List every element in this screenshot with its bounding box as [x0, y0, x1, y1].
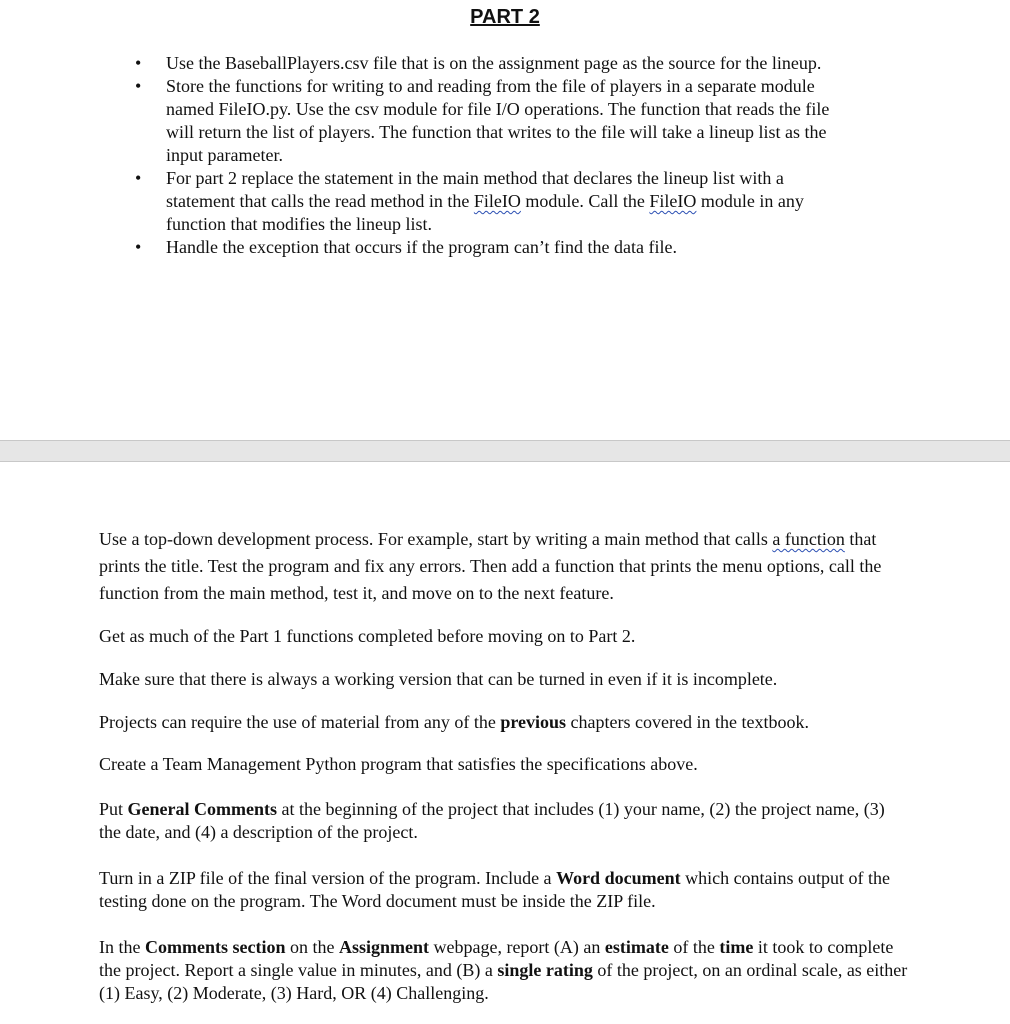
paragraph-create-program: Create a Team Management Python program that satisfies the specifications above.	[99, 754, 698, 774]
bullet-text: Use the BaseballPlayers.csv file that is on the assignment page as the source for the lineup.	[166, 53, 822, 73]
page-heading	[0, 6, 1010, 29]
requirements-list	[130, 52, 850, 259]
paragraph-text: it took to complete the project. Report a single value in minutes, and (B) a	[99, 937, 894, 980]
paragraph-text: of the	[668, 937, 720, 957]
paragraph-material	[99, 709, 909, 736]
paragraph-text: Turn in a ZIP file of the final version of the program. Include a	[99, 868, 557, 888]
page-break-divider	[0, 440, 1010, 462]
document-page-1	[130, 52, 850, 259]
bullet-icon: •	[135, 76, 142, 96]
paragraph-text: that prints the title. Test the program and fix any errors. Then add a function that prints the menu options, call the function from the main method, test it, and move on to the next feature.	[99, 529, 882, 603]
paragraph-text: In the	[99, 937, 145, 957]
bold-text: single rating	[497, 960, 593, 980]
paragraph-text: of the project, on an ordinal scale, as either (1) Easy, (2) Moderate, (3) Hard, OR (4) Challenging.	[99, 960, 908, 1003]
bold-text: estimate	[604, 937, 669, 957]
bullet-icon: •	[135, 237, 142, 257]
bold-text: time	[719, 937, 754, 957]
bullet-icon: •	[135, 53, 142, 73]
bullet-text: For part 2 replace the statement in the main method that declares the lineup list with a statement that calls the read method in the	[166, 168, 784, 211]
paragraph-text: webpage, report (A) an	[428, 937, 605, 957]
bold-text: previous	[500, 712, 567, 732]
paragraph-general-comments	[99, 798, 909, 844]
bullet-text: Handle the exception that occurs if the program can’t find the data file.	[166, 237, 677, 257]
spellcheck-flagged-word[interactable]: FileIO	[473, 191, 521, 211]
heading-text: PART 2	[470, 6, 540, 28]
bullet-text: module in any function that modifies the lineup list.	[166, 191, 804, 234]
document-page-2	[99, 526, 909, 1005]
list-item	[130, 167, 850, 236]
bold-text: Comments section	[144, 937, 286, 957]
paragraph-comments-section	[99, 936, 909, 1005]
bold-text: Assignment	[338, 937, 429, 957]
paragraph-zip-file	[99, 867, 909, 913]
spellcheck-flagged-word[interactable]: FileIO	[649, 191, 697, 211]
paragraph-text: Projects can require the use of material from any of the	[99, 712, 501, 732]
list-item	[130, 236, 850, 259]
list-item	[130, 75, 850, 167]
bold-text: General Comments	[127, 799, 277, 819]
paragraph-text: which contains output of the testing done on the program. The Word document must be inside the ZIP file.	[99, 868, 891, 911]
paragraph-text: Use a top-down development process. For example, start by writing a main method that calls	[99, 529, 773, 549]
paragraph-text: at the beginning of the project that includes (1) your name, (2) the project name, (3) the date, and (4) a description of the project.	[99, 799, 885, 842]
paragraph-top-down	[99, 526, 909, 607]
paragraph-working-version: Make sure that there is always a working version that can be turned in even if it is incomplete.	[99, 669, 778, 689]
bullet-icon: •	[135, 168, 142, 188]
paragraph-text: chapters covered in the textbook.	[566, 712, 809, 732]
bullet-text: Store the functions for writing to and reading from the file of players in a separate module named FileIO.py. Use the csv module for file I/O operations. The function that reads the file will return the list of players. The function that writes to the file will take a lineup list as the input parameter.	[166, 76, 830, 165]
paragraph-part1: Get as much of the Part 1 functions completed before moving on to Part 2.	[99, 626, 636, 646]
paragraph-text: Put	[99, 799, 128, 819]
bold-text: Word document	[556, 868, 681, 888]
spellcheck-flagged-word[interactable]: a function	[772, 529, 845, 549]
bullet-text: module. Call the	[520, 191, 650, 211]
list-item	[130, 52, 850, 75]
paragraph-text: on the	[285, 937, 339, 957]
